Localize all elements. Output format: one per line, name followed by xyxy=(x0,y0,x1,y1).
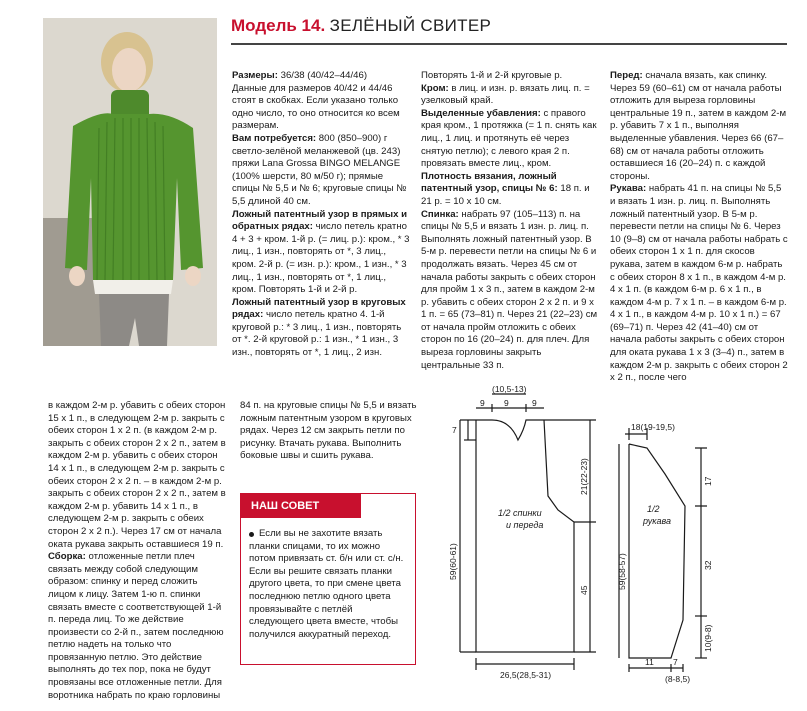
dim-top-width: (10,5-13) xyxy=(492,384,527,394)
sleeve-dim-bottom-right: 7 xyxy=(673,657,678,667)
dim-armhole: 21(22-23) xyxy=(579,458,589,495)
body-outline xyxy=(476,420,574,652)
paragraph-repeat: Повторять 1-й и 2-й круговые р. xyxy=(421,70,563,81)
tip-text: Если вы не захотите вязать планки спицами, то их можно потом привязать ст. б/н или ст. с/н. Если вы решите связать планки другого цвета, то при смене цвета последнюю петлю одного цвета провязывайте с петлёй следующего цвета вместе, чтобы получился аккуратный переход. xyxy=(249,528,404,640)
paragraph-assembly: Сборка: отложенные петли плеч связать между собой следующим образом: спинку и перед сложить лицом к лицу. Затем 1-ю п. спинки связать вместе с соответствующей 1-й п. переда лиц. То же действие произвести со 2-й п., затем последнюю петлю надеть на только что провязанную петлю. Это действие выполнять до тех пор, пока не будут провязаны все отложенные петли. Для воротника набрать по краю горловины xyxy=(48,551,224,701)
sleeve-dim-bottom-extra: (8-8,5) xyxy=(665,674,691,684)
title-underline xyxy=(231,43,787,45)
paragraph-gauge: Плотность вязания, ложный патентный узор, спицы № 6: 18 п. и 21 р. = 10 х 10 см. xyxy=(421,170,590,207)
dim-shoulder-right: 9 xyxy=(532,398,537,408)
green-sweater-illustration xyxy=(43,18,217,346)
dim-total-height: 59(60-61) xyxy=(448,543,458,580)
sleeve-dim-mid: 32 xyxy=(703,560,713,570)
dim-shoulder-left: 9 xyxy=(480,398,485,408)
sleeve-schematic xyxy=(615,420,795,690)
model-photo xyxy=(43,18,217,346)
paragraph-sleeves: Рукава: набрать 41 п. на спицы № 5,5 и вязать 1 изн. р. лиц. п. Выполнять ложный патентный узор. В 5-м р. перевести петли на спицы № 6. Через 10 (9–8) см от начала работы набрать с обеих сторон 1 х 1 п. для скосов рукава, затем в каждом 6-м р. набрать с обеих сторон 8 х 1 п., в каждом 4-м р. 4 х 1 п. (в каждом 6-м р. 6 х 1 п., в каждом 4-м р. 7 х 1 п. – в каждом 6-м р. 4 х 1 п., в каждом 4-м р. 10 х 1 п.) = 67 (69–71) п. Через 42 (41–40) см от начала работы закрыть с обеих сторон для оката рукава 1 х 3 (3–4) п., затем в каждом 2-м р. закрыть с обеих сторон 2 х 2 п., после чего xyxy=(610,183,788,384)
column-collar xyxy=(240,400,418,463)
dim-neck: 9 xyxy=(504,398,509,408)
sleeve-dim-total: 59(58-57) xyxy=(617,553,627,590)
sleeve-dim-low: 10(9-8) xyxy=(703,624,713,652)
paragraph-materials: Вам потребуется: 800 (850–900) г светло-зелёной меланжевой (цв. 243) пряжи Lana Grossa BINGO MELANGE (100% шерсти, 80 м/50 г); прямые спицы № 5,5 и № 6; круговые спицы № 5,5 длиной 40 см. xyxy=(232,132,407,207)
diagram-body-label: 1/2 спинки xyxy=(498,508,542,518)
column-gauge-back xyxy=(421,70,599,372)
dim-lower-height: 45 xyxy=(579,585,589,595)
paragraph-collar: 84 п. на круговые спицы № 5,5 и вязать ложным патентным узором в круговых рядах. Через 12 см закрыть петли по рисунку. Втачать рукава. Выполнить боковые швы и сшить рукава. xyxy=(240,400,417,462)
neckline xyxy=(476,420,544,440)
paragraph-round-pattern: Ложный патентный узор в круговых рядах: число петель кратно 4. 1-й круговой р.: * 3 лиц., 1 изн., повторять от *. 2-й круговой р.: 1 изн., * 1 изн., 3 изн., повторять от *, 1 лиц., 2 изн. xyxy=(232,296,406,359)
paragraph-front: Перед: сначала вязать, как спинку. Через 59 (60–61) см от начала работы отложить для выреза горловины центральные 19 п., затем в каждом 2-м р. убавить 7 х 1 п., выполняя выделенные убавления. Через 66 (67–68) см от начала работы отложить оставшиеся 16 (20–24) п. с каждой стороны. xyxy=(610,70,787,182)
paragraph-back: Спинка: набрать 97 (105–113) п. на спицы № 5,5 и вязать 1 изн. р. лиц. п. Выполнять ложный патентный узор. В 5-м р. перевести петли на спицы № 6 и продолжать вязать. Через 45 см от начала работы закрыть с обеих сторон для пройм 1 х 3 п., затем в каждом 2-м р. убавить с обеих сторон 2 х 2 п. и 9 х 1 п. = 65 (73–81) п. Через 21 (22–23) см от начала пройм отложить с обеих сторон по 16 (20–24) п. для плеч. Для выреза горловины закрыть центральные 33 п. xyxy=(421,208,598,371)
model-number: Модель 14. xyxy=(231,16,326,35)
dim-total-height-ticks xyxy=(460,420,476,652)
sleeve-outline xyxy=(629,444,685,658)
paragraph-flat-pattern: Ложный патентный узор в прямых и обратных рядах: число петель кратно 4 + 3 + кром. 1-й р. (= лиц. р.): кром., * 3 лиц., 1 изн., повторять от *, 3 лиц., кром. 2-й р. (= изн. р.): кром., 1 изн., * 3 лиц., 1 изн., повторять от *, 1 лиц., кром. Повторять 1-й и 2-й р. xyxy=(232,208,410,296)
model-title: ЗЕЛЁНЫЙ СВИТЕР xyxy=(329,16,492,35)
column-front-sleeves xyxy=(610,70,788,385)
paragraph-decreases: Выделенные убавления: с правого края кром., 1 протяжка (= 1 п. снять как лиц., 1 лиц. и протянуть её через снятую петлю); с левого края 2 п. провязать вместе лиц., кром. xyxy=(421,107,597,170)
sleeve-dim-bottom-left: 11 xyxy=(645,657,654,667)
paragraph-sleeve-cap: в каждом 2-м р. убавить с обеих сторон 15 х 1 п., в следующем 2-м р. закрыть с обеих сторон 1 х 2 п. (в каждом 2-м р. закрыть с обеих сторон 2 х 2 п., затем в каждом 2-м р. убавить с обеих сторон 14 х 1 п., в следующем 2-м р. закрыть с обеих сторон 2 х 2 п. – в каждом 2-м р. закрыть с обеих сторон 2 х 2 п., затем в каждом 2-м р. убавить 14 х 1 п., в следующем 2-м р. закрыть с обеих сторон 2 х 2 п.). Через 17 см от начала оката рукава закрыть оставшиеся 19 п. xyxy=(48,400,226,550)
sleeve-label-2: рукава xyxy=(643,516,671,526)
body-schematic xyxy=(440,384,620,690)
paragraph-edge: Кром: в лиц. и изн. р. вязать лиц. п. = узелковый край. xyxy=(421,82,590,107)
tip-box xyxy=(240,493,416,665)
sleeve-label: 1/2 xyxy=(647,504,660,514)
tip-heading: НАШ СОВЕТ xyxy=(241,494,361,518)
page-header xyxy=(231,16,787,46)
sleeve-dim-top: 18(19-19,5) xyxy=(631,422,675,432)
dim-bottom-width: 26,5(28,5-31) xyxy=(500,670,552,680)
diagram-body-label-2: и переда xyxy=(506,520,544,530)
column-sizes-materials xyxy=(232,70,410,360)
dim-neck-depth: 7 xyxy=(452,425,457,435)
column-sleeve-cap-assembly xyxy=(48,400,226,702)
paragraph-size-note: Данные для размеров 40/42 и 44/46 стоят в скобках. Если указано только одно число, то оно относится ко всем размерам. xyxy=(232,82,400,132)
sleeve-dim-cap: 17 xyxy=(703,476,713,486)
paragraph-sizes: Размеры: 36/38 (40/42–44/46) xyxy=(232,70,368,81)
